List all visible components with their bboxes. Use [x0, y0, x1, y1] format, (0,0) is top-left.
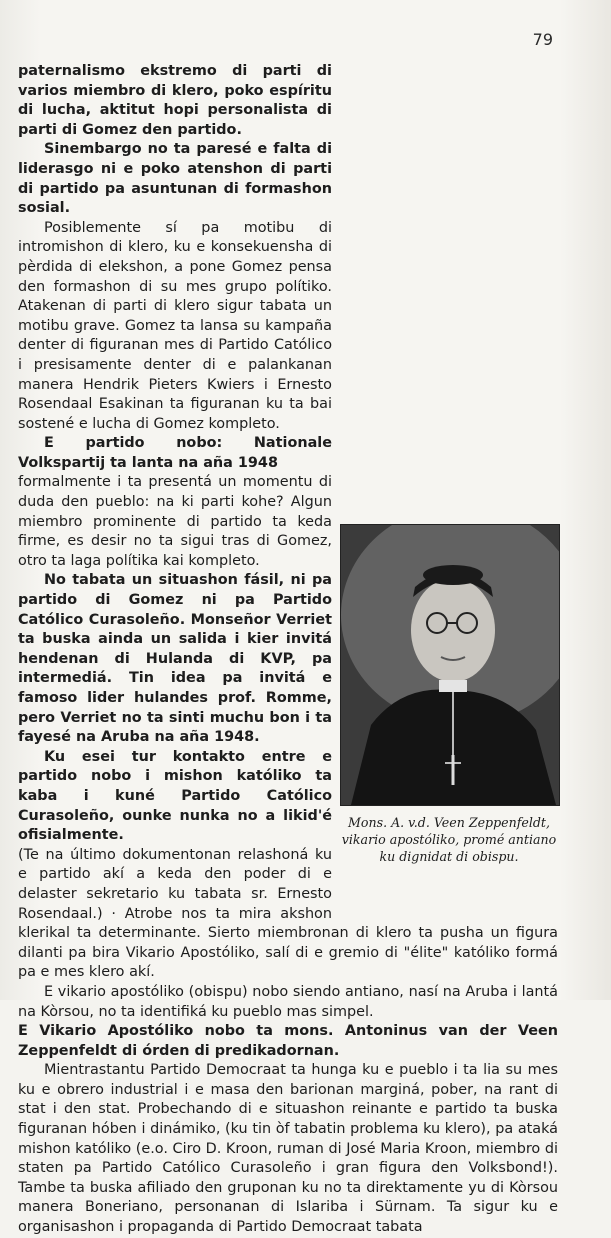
paragraph-3: Posiblemente sí pa motibu di intromishon di klero, ku e konsekuensha di pèrdida di elekshon, a pone Gomez pensa den formashon di su mes grupo polítiko. Atakenan di parti di klero sigur tabata un motibu grave. Gomez ta lansa su kampaña denter di figuranan mes di Partido Católico i presisamente denter di e palankanan manera Hendrik Pieters Kwiers i Ernesto Rosendaal Esakinan ta figuranan ku ta bai sostené e lucha di Gomez kompleto.: [18, 219, 332, 432]
paragraph-1: paternalismo ekstremo di parti di varios miembro di klero, poko espíritu di lucha, aktitut hopi personalista di parti di Gomez den partido.: [18, 63, 332, 138]
figure: [340, 524, 558, 865]
portrait-photo: [340, 524, 560, 806]
paragraph-7: Ku esei tur kontakto entre e partido nobo i mishon katóliko ta kaba i kuné Partido Católico Curasoleño, ounke nunka no a likid'é ofisialmente.: [18, 748, 332, 844]
page-number: 79: [532, 30, 553, 49]
paragraph-6: No tabata un situashon fásil, ni pa partido di Gomez ni pa Partido Católico Curasoleño. Monseñor Verriet ta buska ainda un salida i kier invitá hendenan di Hulanda di KVP, pa intermediá. Tin idea pa invitá e famoso lider hulandes prof. Romme, pero Verriet no ta sinti muchu bon i ta fayesé na Aruba na aña 1948.: [18, 572, 332, 746]
paragraph-2: Sinembargo no ta paresé e falta di liderasgo ni e poko atenshon di parti di partido pa asuntunan di formashon sosial.: [18, 141, 332, 217]
photo-caption: [340, 814, 558, 865]
paragraph-8: (Te na último dokumentonan relashoná ku e partido akí a keda den poder di e delaster sekretario ku tabata sr. Ernesto Rosendaal.) · Atrobe nos ta mira akshon klerikal ta determinante. Sierto miembronan di klero ta pusha un figura dilanti pa bira Vikario Apostóliko, salí di e gremio di "élite" katóliko formá pa e mes klero akí.: [18, 846, 558, 981]
caption-line-3: ku dignidat di obispu.: [379, 849, 519, 864]
paragraph-4: E partido nobo: Nationale Volkspartij ta lanta na aña 1948: [18, 435, 332, 471]
paragraph-9: E vikario apostóliko (obispu) nobo siendo antiano, nasí na Aruba i lantá na Kòrsou, no ta identifiká ku pueblo mas simpel.: [18, 983, 558, 1020]
caption-line-1: Mons. A. v.d. Veen Zeppenfeldt,: [348, 815, 550, 830]
portrait-photo-icon: [341, 525, 559, 805]
paragraph-10: E Vikario Apostóliko nobo ta mons. Antoninus van der Veen Zeppenfeldt di órden di predikadornan.: [18, 1023, 558, 1059]
paragraph-5: formalmente i ta presentá un momentu di duda den pueblo: na ki parti kohe? Algun miembro prominente di partido ta keda firme, es desir no ta sigui tras di Gomez, otro ta laga polítika kai kompleto.: [18, 474, 332, 569]
paragraph-11: Mientrastantu Partido Democraat ta hunga ku e pueblo i ta lia su mes ku e obrero industrial i e masa den barionan marginá, pober, na rant di stat i den stat. Probechando di e situashon reinante e partido ta buska figuranan hóben i dinámiko, (ku tin òf tabatin problema ku klero), pa ataká mishon katóliko (e.o. Ciro D. Kroon, ruman di José Maria Kroon, miembro di staten pa Partido Católico Curasoleño i gran figura den Volksbond!). Tambe ta buska afiliado den gruponan ku no ta direktamente yu di Kòrsou manera Boneriano, personanan di Islariba i Sürnam. Ta sigur ku e organisashon i propaganda di Partido Democraat tabata: [18, 1062, 558, 1236]
caption-line-2: vikario apostóliko, promé antiano: [341, 832, 557, 847]
